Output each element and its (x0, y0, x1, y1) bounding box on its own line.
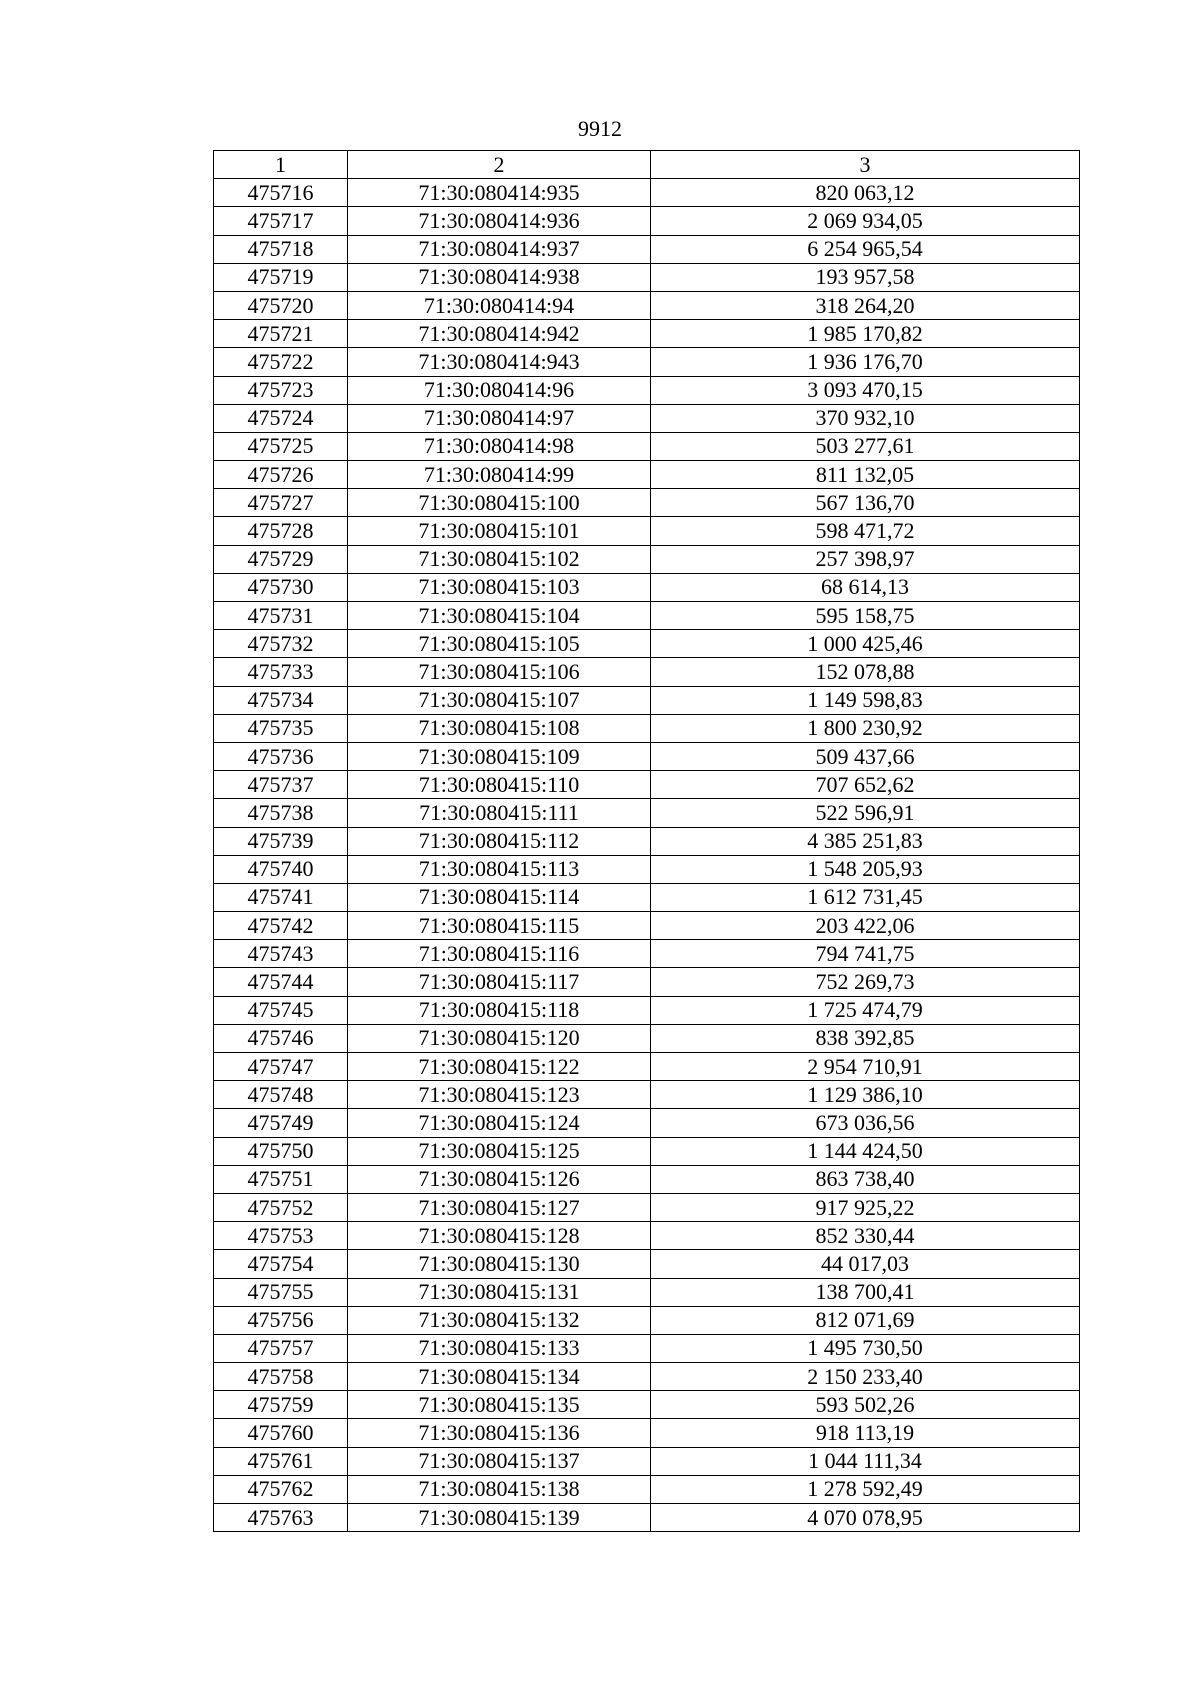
cadastral-number-cell: 71:30:080415:104 (348, 602, 651, 630)
row-number-cell: 475746 (214, 1024, 348, 1052)
table-row (214, 545, 1080, 573)
table-row (214, 1419, 1080, 1447)
cadastral-number-cell: 71:30:080414:937 (348, 235, 651, 263)
value-cell: 203 422,06 (651, 912, 1080, 940)
row-number-cell: 475725 (214, 432, 348, 460)
table-row (214, 1504, 1080, 1532)
cadastral-number-cell: 71:30:080415:126 (348, 1165, 651, 1193)
cadastral-number-cell: 71:30:080415:110 (348, 771, 651, 799)
table-row (214, 179, 1080, 207)
row-number-cell: 475719 (214, 263, 348, 291)
row-number-cell: 475754 (214, 1250, 348, 1278)
value-cell: 68 614,13 (651, 573, 1080, 601)
row-number-cell: 475742 (214, 912, 348, 940)
row-number-cell: 475735 (214, 714, 348, 742)
row-number-cell: 475747 (214, 1053, 348, 1081)
table-row (214, 376, 1080, 404)
value-cell: 918 113,19 (651, 1419, 1080, 1447)
row-number-cell: 475722 (214, 348, 348, 376)
cadastral-number-cell: 71:30:080414:97 (348, 404, 651, 432)
row-number-cell: 475762 (214, 1475, 348, 1503)
row-number-cell: 475750 (214, 1137, 348, 1165)
row-number-cell: 475743 (214, 940, 348, 968)
cadastral-number-cell: 71:30:080415:116 (348, 940, 651, 968)
value-cell: 257 398,97 (651, 545, 1080, 573)
row-number-cell: 475740 (214, 855, 348, 883)
value-cell: 811 132,05 (651, 461, 1080, 489)
table-row (214, 1222, 1080, 1250)
cadastral-number-cell: 71:30:080415:124 (348, 1109, 651, 1137)
value-cell: 917 925,22 (651, 1193, 1080, 1221)
cadastral-number-cell: 71:30:080415:136 (348, 1419, 651, 1447)
table-row (214, 517, 1080, 545)
row-number-cell: 475732 (214, 630, 348, 658)
value-cell: 838 392,85 (651, 1024, 1080, 1052)
cadastral-number-cell: 71:30:080415:103 (348, 573, 651, 601)
table-row (214, 1278, 1080, 1306)
table-row (214, 404, 1080, 432)
row-number-cell: 475759 (214, 1391, 348, 1419)
row-number-cell: 475723 (214, 376, 348, 404)
table-row (214, 1081, 1080, 1109)
table-row (214, 1475, 1080, 1503)
value-cell: 1 800 230,92 (651, 714, 1080, 742)
cadastral-number-cell: 71:30:080415:122 (348, 1053, 651, 1081)
row-number-cell: 475758 (214, 1363, 348, 1391)
table-row (214, 432, 1080, 460)
value-cell: 503 277,61 (651, 432, 1080, 460)
row-number-cell: 475741 (214, 883, 348, 911)
row-number-cell: 475734 (214, 686, 348, 714)
row-number-cell: 475736 (214, 742, 348, 770)
row-number-cell: 475751 (214, 1165, 348, 1193)
table-row (214, 1334, 1080, 1362)
table-row (214, 658, 1080, 686)
cadastral-number-cell: 71:30:080415:125 (348, 1137, 651, 1165)
value-cell: 1 985 170,82 (651, 320, 1080, 348)
data-table (213, 150, 1080, 1532)
row-number-cell: 475753 (214, 1222, 348, 1250)
cadastral-number-cell: 71:30:080415:138 (348, 1475, 651, 1503)
row-number-cell: 475761 (214, 1447, 348, 1475)
value-cell: 1 149 598,83 (651, 686, 1080, 714)
cadastral-number-cell: 71:30:080415:107 (348, 686, 651, 714)
column-header-3: 3 (651, 151, 1080, 179)
row-number-cell: 475720 (214, 291, 348, 319)
value-cell: 522 596,91 (651, 799, 1080, 827)
row-number-cell: 475721 (214, 320, 348, 348)
value-cell: 1 725 474,79 (651, 996, 1080, 1024)
cadastral-number-cell: 71:30:080415:106 (348, 658, 651, 686)
table-row (214, 1053, 1080, 1081)
row-number-cell: 475763 (214, 1504, 348, 1532)
row-number-cell: 475755 (214, 1278, 348, 1306)
value-cell: 2 954 710,91 (651, 1053, 1080, 1081)
table-row (214, 489, 1080, 517)
row-number-cell: 475745 (214, 996, 348, 1024)
row-number-cell: 475748 (214, 1081, 348, 1109)
value-cell: 44 017,03 (651, 1250, 1080, 1278)
value-cell: 593 502,26 (651, 1391, 1080, 1419)
table-row (214, 461, 1080, 489)
cadastral-number-cell: 71:30:080414:938 (348, 263, 651, 291)
table-row (214, 799, 1080, 827)
value-cell: 2 150 233,40 (651, 1363, 1080, 1391)
table-row (214, 573, 1080, 601)
cadastral-number-cell: 71:30:080415:108 (348, 714, 651, 742)
cadastral-number-cell: 71:30:080415:115 (348, 912, 651, 940)
value-cell: 138 700,41 (651, 1278, 1080, 1306)
value-cell: 1 612 731,45 (651, 883, 1080, 911)
value-cell: 1 144 424,50 (651, 1137, 1080, 1165)
value-cell: 370 932,10 (651, 404, 1080, 432)
row-number-cell: 475749 (214, 1109, 348, 1137)
cadastral-number-cell: 71:30:080415:118 (348, 996, 651, 1024)
column-header-2: 2 (348, 151, 651, 179)
table-row (214, 263, 1080, 291)
cadastral-number-cell: 71:30:080415:102 (348, 545, 651, 573)
value-cell: 752 269,73 (651, 968, 1080, 996)
table-row (214, 968, 1080, 996)
table-body (214, 179, 1080, 1532)
table-row (214, 1306, 1080, 1334)
value-cell: 794 741,75 (651, 940, 1080, 968)
value-cell: 2 069 934,05 (651, 207, 1080, 235)
cadastral-number-cell: 71:30:080414:99 (348, 461, 651, 489)
table-row (214, 1363, 1080, 1391)
value-cell: 1 495 730,50 (651, 1334, 1080, 1362)
value-cell: 4 070 078,95 (651, 1504, 1080, 1532)
cadastral-number-cell: 71:30:080415:137 (348, 1447, 651, 1475)
row-number-cell: 475760 (214, 1419, 348, 1447)
cadastral-number-cell: 71:30:080415:111 (348, 799, 651, 827)
cadastral-number-cell: 71:30:080415:114 (348, 883, 651, 911)
table-row (214, 235, 1080, 263)
table-row (214, 320, 1080, 348)
value-cell: 1 000 425,46 (651, 630, 1080, 658)
value-cell: 152 078,88 (651, 658, 1080, 686)
row-number-cell: 475737 (214, 771, 348, 799)
cadastral-number-cell: 71:30:080415:112 (348, 827, 651, 855)
table-row (214, 912, 1080, 940)
cadastral-number-cell: 71:30:080415:117 (348, 968, 651, 996)
row-number-cell: 475756 (214, 1306, 348, 1334)
cadastral-number-cell: 71:30:080415:133 (348, 1334, 651, 1362)
table-row (214, 714, 1080, 742)
table-row (214, 771, 1080, 799)
row-number-cell: 475752 (214, 1193, 348, 1221)
table-row (214, 742, 1080, 770)
cadastral-number-cell: 71:30:080415:105 (348, 630, 651, 658)
row-number-cell: 475724 (214, 404, 348, 432)
cadastral-number-cell: 71:30:080415:113 (348, 855, 651, 883)
table-row (214, 1447, 1080, 1475)
table-row (214, 1109, 1080, 1137)
value-cell: 673 036,56 (651, 1109, 1080, 1137)
cadastral-number-cell: 71:30:080414:943 (348, 348, 651, 376)
cadastral-number-cell: 71:30:080415:139 (348, 1504, 651, 1532)
cadastral-number-cell: 71:30:080415:100 (348, 489, 651, 517)
value-cell: 1 278 592,49 (651, 1475, 1080, 1503)
cadastral-number-cell: 71:30:080414:936 (348, 207, 651, 235)
table-row (214, 940, 1080, 968)
cadastral-number-cell: 71:30:080415:132 (348, 1306, 651, 1334)
table-row (214, 1193, 1080, 1221)
value-cell: 595 158,75 (651, 602, 1080, 630)
table-row (214, 207, 1080, 235)
row-number-cell: 475733 (214, 658, 348, 686)
table-row (214, 686, 1080, 714)
value-cell: 707 652,62 (651, 771, 1080, 799)
table-row (214, 883, 1080, 911)
row-number-cell: 475726 (214, 461, 348, 489)
cadastral-number-cell: 71:30:080415:131 (348, 1278, 651, 1306)
table-row (214, 348, 1080, 376)
table-row (214, 291, 1080, 319)
row-number-cell: 475738 (214, 799, 348, 827)
value-cell: 1 548 205,93 (651, 855, 1080, 883)
table-row (214, 1024, 1080, 1052)
table-row (214, 996, 1080, 1024)
value-cell: 193 957,58 (651, 263, 1080, 291)
row-number-cell: 475739 (214, 827, 348, 855)
table-row (214, 1165, 1080, 1193)
cadastral-number-cell: 71:30:080415:135 (348, 1391, 651, 1419)
value-cell: 852 330,44 (651, 1222, 1080, 1250)
row-number-cell: 475717 (214, 207, 348, 235)
cadastral-number-cell: 71:30:080414:94 (348, 291, 651, 319)
row-number-cell: 475728 (214, 517, 348, 545)
value-cell: 6 254 965,54 (651, 235, 1080, 263)
value-cell: 863 738,40 (651, 1165, 1080, 1193)
value-cell: 4 385 251,83 (651, 827, 1080, 855)
value-cell: 3 093 470,15 (651, 376, 1080, 404)
row-number-cell: 475730 (214, 573, 348, 601)
value-cell: 318 264,20 (651, 291, 1080, 319)
cadastral-number-cell: 71:30:080415:127 (348, 1193, 651, 1221)
row-number-cell: 475757 (214, 1334, 348, 1362)
table-row (214, 827, 1080, 855)
row-number-cell: 475727 (214, 489, 348, 517)
row-number-cell: 475729 (214, 545, 348, 573)
table-row (214, 1391, 1080, 1419)
table-row (214, 855, 1080, 883)
cadastral-number-cell: 71:30:080415:109 (348, 742, 651, 770)
table-row (214, 1137, 1080, 1165)
value-cell: 598 471,72 (651, 517, 1080, 545)
value-cell: 1 936 176,70 (651, 348, 1080, 376)
row-number-cell: 475718 (214, 235, 348, 263)
cadastral-number-cell: 71:30:080414:935 (348, 179, 651, 207)
value-cell: 567 136,70 (651, 489, 1080, 517)
cadastral-number-cell: 71:30:080415:101 (348, 517, 651, 545)
row-number-cell: 475716 (214, 179, 348, 207)
value-cell: 1 129 386,10 (651, 1081, 1080, 1109)
cadastral-number-cell: 71:30:080414:98 (348, 432, 651, 460)
cadastral-number-cell: 71:30:080414:96 (348, 376, 651, 404)
cadastral-number-cell: 71:30:080415:128 (348, 1222, 651, 1250)
table-row (214, 602, 1080, 630)
page-number: 9912 (578, 116, 622, 141)
cadastral-number-cell: 71:30:080415:134 (348, 1363, 651, 1391)
cadastral-number-cell: 71:30:080415:130 (348, 1250, 651, 1278)
column-header-1: 1 (214, 151, 348, 179)
cadastral-number-cell: 71:30:080415:123 (348, 1081, 651, 1109)
cadastral-number-cell: 71:30:080415:120 (348, 1024, 651, 1052)
value-cell: 1 044 111,34 (651, 1447, 1080, 1475)
cadastral-number-cell: 71:30:080414:942 (348, 320, 651, 348)
value-cell: 820 063,12 (651, 179, 1080, 207)
value-cell: 509 437,66 (651, 742, 1080, 770)
row-number-cell: 475744 (214, 968, 348, 996)
value-cell: 812 071,69 (651, 1306, 1080, 1334)
row-number-cell: 475731 (214, 602, 348, 630)
table-row (214, 630, 1080, 658)
table-row (214, 1250, 1080, 1278)
table-header-row (214, 151, 1080, 179)
